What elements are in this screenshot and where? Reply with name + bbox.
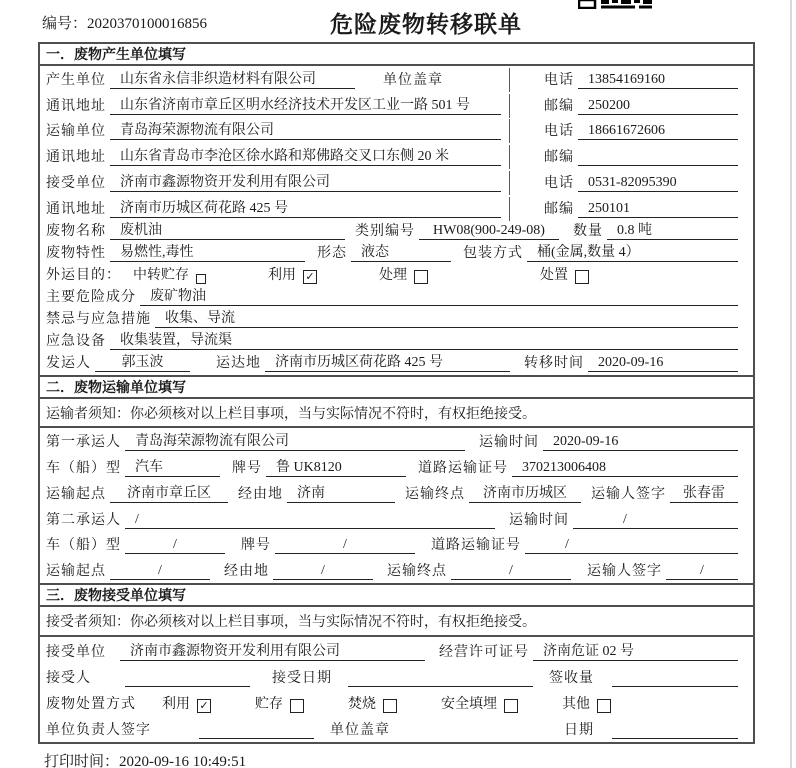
producer-label: 产生单位 <box>46 72 106 88</box>
vehicle2-row <box>40 532 753 558</box>
dispatch-row <box>40 353 753 375</box>
transport-tel-value: 18661672606 <box>578 123 738 140</box>
page-title: 危险废物转移联单 <box>330 11 522 37</box>
transport-row <box>40 118 753 144</box>
signoff-label: 单位负责人签字 <box>46 722 151 738</box>
transport-addr-value: 山东省青岛市李沧区徐水路和郑佛路交叉口东侧 20 米 <box>110 145 501 166</box>
carrier1-value: 青岛海荣源物流有限公司 <box>125 430 465 451</box>
purpose-opt-dispose: 处置 <box>540 267 568 283</box>
section1-header: 一．废物产生单位填写 <box>40 44 753 66</box>
carrier2-value: / <box>125 512 495 529</box>
producer-tel-label: 电话 <box>544 72 574 88</box>
purpose-row <box>40 265 753 287</box>
producer-stamp-label: 单位盖章 <box>383 72 443 88</box>
accept-date-value <box>348 686 533 687</box>
checkbox-icon <box>504 699 518 713</box>
dispatch-dest-label: 运达地 <box>216 355 261 371</box>
equipment-label: 应急设备 <box>46 333 106 349</box>
receiver-addr-row <box>40 195 753 221</box>
vehicle1-plate-value: 鲁 UK8120 <box>266 456 406 477</box>
transport-addr-right <box>510 146 738 166</box>
hazard-value: 废矿物油 <box>140 285 738 306</box>
route2-end-value: / <box>451 563 571 580</box>
purpose-opt-use: 利用 <box>268 267 296 283</box>
waste-name-label: 废物名称 <box>46 223 106 239</box>
sign-qty-value <box>612 686 738 687</box>
transport-left <box>46 119 510 143</box>
accept-date-label: 接受日期 <box>272 671 332 687</box>
checkbox-icon <box>196 274 206 284</box>
vehicle2-permit-label: 道路运输证号 <box>431 538 521 554</box>
waste-form-value: 液态 <box>351 241 451 262</box>
producer-addr-value: 山东省济南市章丘区明水经济技术开发区工业一路 501 号 <box>110 94 501 115</box>
vehicle1-row <box>40 454 753 480</box>
producer-addr-label: 通讯地址 <box>46 98 106 114</box>
waste-qty-label: 数量 <box>573 223 603 239</box>
receiver-tel-value: 0531-82095390 <box>578 175 738 192</box>
emergency-row <box>40 309 753 331</box>
section2-notice: 运输者须知：你必须核对以上栏目事项，当与实际情况不符时，有权拒绝接受。 <box>40 399 753 429</box>
purpose-label: 外运目的： <box>46 267 121 283</box>
accept-unit-value: 济南市鑫源物资开发利用有限公司 <box>120 640 425 661</box>
vehicle1-value: 汽车 <box>125 456 220 477</box>
accept-unit-label: 接受单位 <box>46 644 106 660</box>
disposal-row <box>40 690 753 716</box>
signoff-stamp-label: 单位盖章 <box>330 722 390 738</box>
route1-sign-value: 张春雷 <box>670 482 738 503</box>
route2-via-label: 经由地 <box>224 564 269 580</box>
producer-zip-value: 250200 <box>578 98 738 115</box>
acceptor-row <box>40 664 753 691</box>
print-time-value: 2020-09-16 10:49:51 <box>119 754 247 768</box>
receiver-addr-label: 通讯地址 <box>46 201 106 217</box>
transport-value: 青岛海荣源物流有限公司 <box>110 119 501 140</box>
section2-header: 二．废物运输单位填写 <box>40 375 753 399</box>
dispatch-dest-value: 济南市历城区荷花路 425 号 <box>265 351 510 372</box>
serial-value: 2020370100016856 <box>87 16 208 32</box>
receiver-zip-value: 250101 <box>578 201 738 218</box>
producer-addr-left <box>46 94 510 118</box>
route2-end-label: 运输终点 <box>387 564 447 580</box>
equipment-value: 收集装置，导流渠 <box>110 329 738 350</box>
print-time-label: 打印时间： <box>44 754 120 768</box>
hazard-label: 主要危险成分 <box>46 289 136 305</box>
carrier2-time-label: 运输时间 <box>509 512 569 528</box>
receiver-addr-left <box>46 197 510 221</box>
producer-addr-right <box>510 95 738 115</box>
route2-label: 运输起点 <box>46 564 106 580</box>
acceptor-label: 接受人 <box>46 671 91 687</box>
carrier1-time-value: 2020-09-16 <box>543 434 738 451</box>
checkbox-icon <box>575 270 589 284</box>
route1-via-label: 经由地 <box>238 486 283 502</box>
qr-code-fragment <box>578 0 654 9</box>
signoff-row <box>40 716 753 742</box>
checkbox-icon <box>414 270 428 284</box>
vehicle2-plate-value: / <box>275 537 415 554</box>
receiver-right <box>510 172 738 192</box>
signoff-date-label: 日期 <box>564 722 594 738</box>
checkbox-checked-icon: ✓ <box>197 699 211 713</box>
route1-via-value: 济南 <box>287 482 395 503</box>
emergency-value: 收集、导流 <box>155 307 738 328</box>
producer-right <box>510 69 738 89</box>
route2-sign-label: 运输人签字 <box>587 564 662 580</box>
vehicle1-permit-value: 370213006408 <box>512 460 738 477</box>
receiver-addr-value: 济南市历城区荷花路 425 号 <box>110 197 501 218</box>
waste-pack-label: 包装方式 <box>463 245 523 261</box>
carrier1-time-label: 运输时间 <box>479 435 539 451</box>
route1-start-value: 济南市章丘区 <box>110 482 228 503</box>
waste-form-label: 形态 <box>317 245 347 261</box>
carrier1-row <box>40 428 753 454</box>
checkbox-icon <box>290 699 304 713</box>
dispatch-label: 发运人 <box>46 355 91 371</box>
page-edge-divider <box>790 0 792 768</box>
waste-char-value: 易燃性,毒性 <box>110 241 305 262</box>
purpose-opt-storage: 中转贮存 <box>133 267 189 283</box>
transport-right <box>510 120 738 140</box>
dispatch-value: 郭玉波 <box>95 351 190 372</box>
equipment-row <box>40 331 753 353</box>
transport-tel-label: 电话 <box>544 124 574 140</box>
transport-addr-label: 通讯地址 <box>46 150 106 166</box>
section3-header: 三．废物接受单位填写 <box>40 583 753 607</box>
purpose-opt-treat: 处理 <box>379 267 407 283</box>
disposal-opt-use: 利用 <box>162 697 190 713</box>
receiver-row <box>40 169 753 195</box>
carrier2-row <box>40 506 753 532</box>
print-time <box>44 750 246 768</box>
producer-value: 山东省永信非织造材料有限公司 <box>110 68 355 89</box>
waste-char-label: 废物特性 <box>46 245 106 261</box>
route2-sign-value: / <box>666 563 738 580</box>
route1-sign-label: 运输人签字 <box>591 486 666 502</box>
manifest-form <box>38 42 755 744</box>
vehicle1-permit-label: 道路运输证号 <box>418 460 508 476</box>
vehicle2-plate-label: 牌号 <box>241 538 271 554</box>
disposal-opt-burn: 焚烧 <box>348 697 376 713</box>
waste-name-value: 废机油 <box>110 219 345 240</box>
disposal-opt-landfill: 安全填埋 <box>441 697 497 713</box>
section3-notice: 接受者须知：你必须核对以上栏目事项，当与实际情况不符时，有权拒绝接受。 <box>40 607 753 637</box>
waste-code-label: 类别编号 <box>355 223 415 239</box>
producer-zip-label: 邮编 <box>544 98 574 114</box>
route2-start-value: / <box>110 563 210 580</box>
waste-qty-value: 0.8 吨 <box>607 219 738 240</box>
vehicle2-value: / <box>125 537 225 554</box>
vehicle1-label: 车（船）型 <box>46 460 121 476</box>
signoff-value <box>199 738 314 739</box>
transport-label: 运输单位 <box>46 124 106 140</box>
producer-tel-value: 13854169160 <box>578 72 738 89</box>
transport-zip-label: 邮编 <box>544 150 574 166</box>
route1-end-label: 运输终点 <box>405 486 465 502</box>
transport-zip-value <box>578 165 738 166</box>
vehicle2-label: 车（船）型 <box>46 538 121 554</box>
transport-addr-left <box>46 145 510 169</box>
receiver-tel-label: 电话 <box>544 175 574 191</box>
producer-row <box>40 66 753 92</box>
receiver-value: 济南市鑫源物资开发利用有限公司 <box>110 171 501 192</box>
waste-code-value: HW08(900-249-08) <box>419 223 559 240</box>
producer-left <box>46 68 510 92</box>
vehicle2-permit-value: / <box>525 537 738 554</box>
serial-label: 编号： <box>42 16 88 32</box>
route2-row <box>40 557 753 583</box>
accept-unit-row <box>40 637 753 664</box>
accept-permit-label: 经营许可证号 <box>439 644 529 660</box>
route1-row <box>40 480 753 506</box>
checkbox-checked-icon: ✓ <box>303 270 317 284</box>
accept-permit-value: 济南危证 02 号 <box>533 640 738 661</box>
checkbox-icon <box>383 699 397 713</box>
waste-char-row <box>40 243 753 265</box>
producer-addr-row <box>40 92 753 118</box>
dispatch-time-value: 2020-09-16 <box>588 355 738 372</box>
acceptor-value <box>125 686 250 687</box>
disposal-opt-store: 贮存 <box>255 697 283 713</box>
sign-qty-label: 签收量 <box>549 671 594 687</box>
signoff-date-value <box>612 738 738 739</box>
receiver-label: 接受单位 <box>46 175 106 191</box>
carrier2-label: 第二承运人 <box>46 512 121 528</box>
route2-via-value: / <box>273 563 373 580</box>
carrier2-time-value: / <box>573 512 738 529</box>
emergency-label: 禁忌与应急措施 <box>46 311 151 327</box>
receiver-left <box>46 171 510 195</box>
hazard-row <box>40 287 753 309</box>
disposal-opt-other: 其他 <box>562 697 590 713</box>
waste-pack-value: 桶(金属,数量 4） <box>527 241 738 262</box>
waste-name-row <box>40 221 753 243</box>
vehicle1-plate-label: 牌号 <box>232 460 262 476</box>
carrier1-label: 第一承运人 <box>46 435 121 451</box>
transport-addr-row <box>40 143 753 169</box>
receiver-addr-right <box>510 198 738 218</box>
receiver-zip-label: 邮编 <box>544 201 574 217</box>
checkbox-icon <box>597 699 611 713</box>
dispatch-time-label: 转移时间 <box>524 355 584 371</box>
route1-end-value: 济南市历城区 <box>469 482 581 503</box>
serial-number <box>42 12 207 33</box>
disposal-label: 废物处置方式 <box>46 697 136 713</box>
route1-label: 运输起点 <box>46 486 106 502</box>
